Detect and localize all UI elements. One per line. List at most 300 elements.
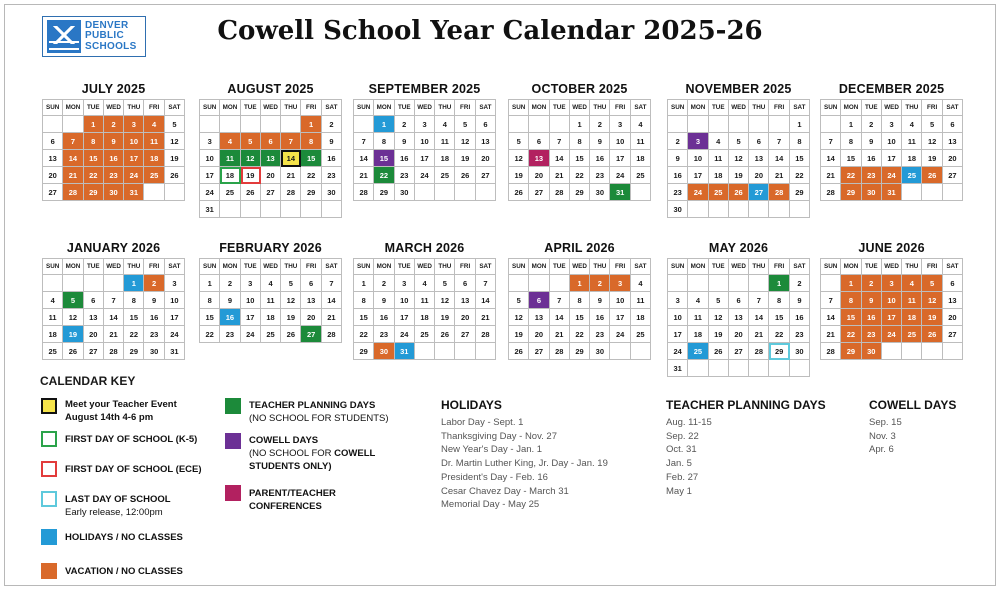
weekday-header: SAT [943, 100, 963, 116]
day-cell: 14 [550, 150, 570, 167]
day-cell: 20 [301, 309, 321, 326]
day-cell: 2 [862, 275, 882, 292]
empty-day-cell [63, 275, 83, 292]
key-vacation [41, 563, 183, 579]
month-calendar [508, 80, 651, 201]
day-cell: 11 [709, 150, 729, 167]
weekday-header: WED [104, 259, 124, 275]
weekday-header: WED [882, 100, 902, 116]
empty-day-cell [550, 116, 570, 133]
day-cell: 6 [729, 292, 749, 309]
empty-day-cell [749, 360, 769, 377]
empty-day-cell [281, 116, 301, 133]
teacher-planning-item: May 1 [666, 485, 692, 497]
weekday-header: THU [281, 100, 301, 116]
weekday-header: THU [435, 100, 455, 116]
month-name: FEBRUARY 2026 [219, 241, 322, 255]
weekday-header: TUE [709, 100, 729, 116]
weekday-header: WED [415, 259, 435, 275]
day-cell: 1 [841, 116, 861, 133]
day-cell: 12 [63, 309, 83, 326]
day-cell: 27 [529, 184, 549, 201]
day-cell: 20 [729, 326, 749, 343]
day-cell: 3 [165, 275, 185, 292]
day-cell: 9 [104, 133, 124, 150]
month-calendar [820, 239, 963, 360]
empty-day-cell [261, 201, 281, 218]
day-cell: 2 [590, 275, 610, 292]
day-cell: 2 [322, 116, 342, 133]
key-cowell-days-line2a: (NO SCHOOL FOR [249, 448, 335, 459]
day-cell: 28 [322, 326, 342, 343]
day-cell: 26 [165, 167, 185, 184]
teacher-planning-item: Sep. 22 [666, 430, 699, 442]
day-cell: 24 [882, 326, 902, 343]
day-cell: 6 [749, 133, 769, 150]
day-cell: 17 [610, 309, 630, 326]
day-cell: 28 [104, 343, 124, 360]
weekday-header: MON [841, 100, 861, 116]
day-cell: 13 [43, 150, 63, 167]
day-cell: 15 [790, 150, 810, 167]
day-cell: 23 [590, 326, 610, 343]
day-cell: 8 [124, 292, 144, 309]
month-grid [199, 99, 342, 218]
day-cell: 14 [63, 150, 83, 167]
key-first-day-k5 [41, 431, 197, 447]
month-name: SEPTEMBER 2025 [368, 82, 481, 96]
weekday-header: SUN [668, 100, 688, 116]
weekday-header: SUN [509, 259, 529, 275]
holiday-item: President's Day - Feb. 16 [441, 471, 548, 483]
weekday-header: SAT [631, 259, 651, 275]
day-cell: 3 [688, 133, 708, 150]
day-cell: 12 [435, 292, 455, 309]
weekday-header: SUN [821, 259, 841, 275]
weekday-header: WED [415, 100, 435, 116]
weekday-header: FRI [144, 259, 164, 275]
key-cowell-days-line3: STUDENTS ONLY) [249, 461, 332, 472]
weekday-header: THU [124, 259, 144, 275]
day-cell: 8 [841, 133, 861, 150]
day-cell: 7 [63, 133, 83, 150]
empty-day-cell [729, 116, 749, 133]
empty-day-cell [688, 116, 708, 133]
day-cell: 26 [729, 184, 749, 201]
day-cell: 16 [144, 309, 164, 326]
empty-day-cell [63, 116, 83, 133]
day-cell: 7 [281, 133, 301, 150]
empty-day-cell [631, 343, 651, 360]
day-cell: 11 [261, 292, 281, 309]
day-cell: 2 [395, 116, 415, 133]
day-cell: 6 [301, 275, 321, 292]
empty-day-cell [43, 275, 63, 292]
day-cell: 20 [455, 309, 475, 326]
weekday-header: SAT [631, 100, 651, 116]
day-cell: 13 [749, 150, 769, 167]
day-cell: 8 [570, 292, 590, 309]
weekday-header: SUN [668, 259, 688, 275]
empty-day-cell [354, 116, 374, 133]
day-cell: 27 [729, 343, 749, 360]
day-cell: 21 [769, 167, 789, 184]
day-cell: 4 [43, 292, 63, 309]
key-conferences [225, 485, 336, 513]
day-cell: 12 [281, 292, 301, 309]
day-cell: 22 [301, 167, 321, 184]
day-cell: 10 [241, 292, 261, 309]
empty-day-cell [688, 275, 708, 292]
empty-day-cell [550, 275, 570, 292]
holiday-item: Memorial Day - May 25 [441, 499, 540, 511]
month-grid [820, 99, 963, 201]
empty-day-cell [509, 116, 529, 133]
day-cell: 15 [570, 150, 590, 167]
empty-day-cell [769, 116, 789, 133]
empty-day-cell [241, 201, 261, 218]
day-cell: 4 [709, 133, 729, 150]
conference-swatch [225, 485, 241, 501]
day-cell: 25 [435, 167, 455, 184]
month-grid [199, 258, 342, 343]
weekday-header: MON [688, 100, 708, 116]
day-cell: 2 [862, 116, 882, 133]
empty-day-cell [455, 184, 475, 201]
day-cell: 4 [415, 275, 435, 292]
empty-day-cell [476, 184, 496, 201]
day-cell: 9 [590, 133, 610, 150]
empty-day-cell [709, 275, 729, 292]
logo-text [85, 21, 137, 53]
day-cell: 18 [144, 150, 164, 167]
day-cell: 1 [570, 275, 590, 292]
logo-line-2: PUBLIC [85, 30, 125, 42]
day-cell: 22 [570, 167, 590, 184]
mountain-logo-icon [47, 20, 81, 53]
month-grid [42, 258, 185, 360]
month-name: JANUARY 2026 [66, 241, 161, 255]
month-name: MARCH 2026 [384, 241, 465, 255]
day-cell: 17 [882, 150, 902, 167]
weekday-header: SAT [476, 100, 496, 116]
month-name: JULY 2025 [81, 82, 146, 96]
day-cell: 6 [476, 116, 496, 133]
day-cell: 14 [322, 292, 342, 309]
weekday-header: WED [729, 259, 749, 275]
day-cell: 29 [790, 184, 810, 201]
key-meet-teacher [41, 398, 177, 424]
day-cell: 19 [729, 167, 749, 184]
day-cell: 22 [570, 326, 590, 343]
key-meet-teacher-line2: August 14th 4-6 pm [65, 412, 154, 423]
day-cell: 26 [509, 343, 529, 360]
day-cell: 10 [610, 133, 630, 150]
day-cell: 23 [790, 326, 810, 343]
day-cell: 1 [354, 275, 374, 292]
empty-day-cell [241, 116, 261, 133]
day-cell: 24 [165, 326, 185, 343]
day-cell: 11 [144, 133, 164, 150]
empty-day-cell [902, 184, 922, 201]
weekday-header: MON [220, 100, 240, 116]
day-cell: 19 [922, 309, 942, 326]
teacher-planning-list [666, 398, 826, 498]
weekday-header: MON [529, 259, 549, 275]
day-cell: 28 [281, 184, 301, 201]
day-cell: 29 [124, 343, 144, 360]
day-cell: 20 [749, 167, 769, 184]
day-cell: 8 [570, 133, 590, 150]
empty-day-cell [322, 201, 342, 218]
day-cell: 21 [63, 167, 83, 184]
day-cell: 22 [841, 167, 861, 184]
day-cell: 4 [261, 275, 281, 292]
weekday-header: THU [902, 100, 922, 116]
weekday-header: SAT [790, 100, 810, 116]
weekday-header: MON [529, 100, 549, 116]
cowell-day-item: Nov. 3 [869, 430, 896, 442]
holiday-item: Labor Day - Sept. 1 [441, 417, 524, 428]
day-cell: 15 [374, 150, 394, 167]
day-cell: 25 [631, 326, 651, 343]
weekday-header: THU [124, 100, 144, 116]
day-cell: 15 [354, 309, 374, 326]
empty-day-cell [749, 116, 769, 133]
empty-day-cell [43, 116, 63, 133]
day-cell: 17 [688, 167, 708, 184]
last-day-swatch [41, 491, 57, 507]
day-cell: 24 [610, 167, 630, 184]
weekday-header: TUE [84, 100, 104, 116]
day-cell: 27 [476, 167, 496, 184]
day-cell: 18 [688, 326, 708, 343]
weekday-header: MON [63, 100, 83, 116]
weekday-header: SUN [200, 100, 220, 116]
weekday-header: SAT [943, 259, 963, 275]
day-cell: 24 [415, 167, 435, 184]
day-cell: 7 [550, 133, 570, 150]
month-name: AUGUST 2025 [227, 82, 314, 96]
holiday-item: Dr. Martin Luther King, Jr. Day - Jan. 19 [441, 458, 608, 470]
day-cell: 21 [550, 167, 570, 184]
day-cell: 26 [709, 343, 729, 360]
day-cell: 10 [668, 309, 688, 326]
day-cell: 30 [374, 343, 394, 360]
weekday-header: MON [374, 100, 394, 116]
holiday-item: Thanksgiving Day - Nov. 27 [441, 430, 557, 442]
cowell-day-item: Apr. 6 [869, 444, 894, 456]
empty-day-cell [165, 184, 185, 201]
day-cell: 9 [862, 292, 882, 309]
day-cell: 30 [322, 184, 342, 201]
day-cell: 10 [882, 133, 902, 150]
day-cell: 16 [322, 150, 342, 167]
day-cell: 12 [709, 309, 729, 326]
empty-day-cell [281, 201, 301, 218]
day-cell: 16 [395, 150, 415, 167]
day-cell: 11 [631, 292, 651, 309]
key-teacher-planning-line1: TEACHER PLANNING DAYS [249, 400, 376, 411]
day-cell: 12 [455, 133, 475, 150]
day-cell: 30 [790, 343, 810, 360]
day-cell: 10 [200, 150, 220, 167]
weekday-header: FRI [610, 100, 630, 116]
day-cell: 23 [144, 326, 164, 343]
empty-day-cell [769, 360, 789, 377]
key-holidays-label: HOLIDAYS / NO CLASSES [65, 532, 183, 543]
day-cell: 23 [322, 167, 342, 184]
weekday-header: THU [749, 100, 769, 116]
weekday-header: SUN [43, 259, 63, 275]
day-cell: 29 [84, 184, 104, 201]
weekday-header: TUE [709, 259, 729, 275]
day-cell: 14 [550, 309, 570, 326]
day-cell: 3 [200, 133, 220, 150]
day-cell: 20 [529, 326, 549, 343]
day-cell: 13 [455, 292, 475, 309]
empty-day-cell [922, 343, 942, 360]
weekday-header: FRI [769, 259, 789, 275]
weekday-header: SUN [354, 259, 374, 275]
weekday-header: FRI [301, 100, 321, 116]
day-cell: 22 [769, 326, 789, 343]
day-cell: 6 [943, 116, 963, 133]
day-cell: 19 [709, 326, 729, 343]
day-cell: 25 [902, 167, 922, 184]
month-calendar [42, 239, 185, 360]
key-first-day-ece [41, 461, 202, 477]
weekday-header: WED [261, 259, 281, 275]
day-cell: 20 [43, 167, 63, 184]
day-cell: 16 [790, 309, 810, 326]
day-cell: 22 [841, 326, 861, 343]
day-cell: 5 [241, 133, 261, 150]
day-cell: 29 [354, 343, 374, 360]
day-cell: 2 [790, 275, 810, 292]
day-cell: 21 [476, 309, 496, 326]
day-cell: 22 [354, 326, 374, 343]
weekday-header: MON [841, 259, 861, 275]
day-cell: 20 [476, 150, 496, 167]
weekday-header: THU [590, 100, 610, 116]
weekday-header: TUE [550, 259, 570, 275]
empty-day-cell [435, 184, 455, 201]
day-cell: 14 [354, 150, 374, 167]
day-cell: 23 [862, 326, 882, 343]
calendar-key-title: CALENDAR KEY [40, 374, 136, 388]
day-cell: 9 [395, 133, 415, 150]
day-cell: 21 [550, 326, 570, 343]
day-cell: 11 [902, 292, 922, 309]
day-cell: 31 [165, 343, 185, 360]
weekday-header: SUN [821, 100, 841, 116]
weekday-header: SUN [200, 259, 220, 275]
day-cell: 12 [241, 150, 261, 167]
day-cell: 12 [729, 150, 749, 167]
holidays-list [441, 398, 608, 512]
day-cell: 7 [749, 292, 769, 309]
day-cell: 19 [455, 150, 475, 167]
month-name: NOVEMBER 2025 [685, 82, 792, 96]
day-cell: 3 [124, 116, 144, 133]
day-cell: 2 [104, 116, 124, 133]
empty-day-cell [301, 201, 321, 218]
key-first-day-k5-label: FIRST DAY OF SCHOOL (K-5) [65, 434, 198, 445]
day-cell: 15 [841, 309, 861, 326]
day-cell: 3 [668, 292, 688, 309]
day-cell: 8 [354, 292, 374, 309]
empty-day-cell [902, 343, 922, 360]
day-cell: 5 [509, 133, 529, 150]
empty-day-cell [688, 201, 708, 218]
day-cell: 19 [435, 309, 455, 326]
day-cell: 16 [104, 150, 124, 167]
day-cell: 4 [902, 116, 922, 133]
month-calendar [199, 80, 342, 218]
day-cell: 9 [790, 292, 810, 309]
day-cell: 25 [709, 184, 729, 201]
day-cell: 29 [570, 343, 590, 360]
day-cell: 14 [821, 150, 841, 167]
day-cell: 3 [882, 116, 902, 133]
weekday-header: TUE [241, 259, 261, 275]
empty-day-cell [631, 184, 651, 201]
teacher-planning-item: Aug. 11-15 [666, 417, 712, 428]
day-cell: 8 [301, 133, 321, 150]
day-cell: 19 [165, 150, 185, 167]
day-cell: 28 [354, 184, 374, 201]
day-cell: 28 [821, 184, 841, 201]
day-cell: 17 [124, 150, 144, 167]
day-cell: 13 [476, 133, 496, 150]
day-cell: 28 [550, 343, 570, 360]
empty-day-cell [821, 275, 841, 292]
day-cell: 27 [261, 184, 281, 201]
day-cell: 7 [104, 292, 124, 309]
day-cell: 14 [476, 292, 496, 309]
first-day-k5-swatch [41, 431, 57, 447]
day-cell: 31 [395, 343, 415, 360]
day-cell: 29 [841, 343, 861, 360]
day-cell: 5 [435, 275, 455, 292]
empty-day-cell [729, 275, 749, 292]
day-cell: 25 [415, 326, 435, 343]
day-cell: 31 [668, 360, 688, 377]
day-cell: 19 [63, 326, 83, 343]
day-cell: 13 [529, 309, 549, 326]
key-conferences-line2: CONFERENCES [249, 501, 322, 512]
day-cell: 28 [749, 343, 769, 360]
day-cell: 31 [124, 184, 144, 201]
holiday-swatch [41, 529, 57, 545]
day-cell: 30 [104, 184, 124, 201]
weekday-header: MON [63, 259, 83, 275]
day-cell: 26 [922, 326, 942, 343]
day-cell: 6 [455, 275, 475, 292]
day-cell: 7 [354, 133, 374, 150]
day-cell: 28 [476, 326, 496, 343]
weekday-header: MON [374, 259, 394, 275]
day-cell: 23 [668, 184, 688, 201]
day-cell: 6 [84, 292, 104, 309]
day-cell: 2 [220, 275, 240, 292]
day-cell: 7 [322, 275, 342, 292]
day-cell: 17 [165, 309, 185, 326]
weekday-header: FRI [144, 100, 164, 116]
day-cell: 28 [821, 343, 841, 360]
day-cell: 16 [590, 150, 610, 167]
